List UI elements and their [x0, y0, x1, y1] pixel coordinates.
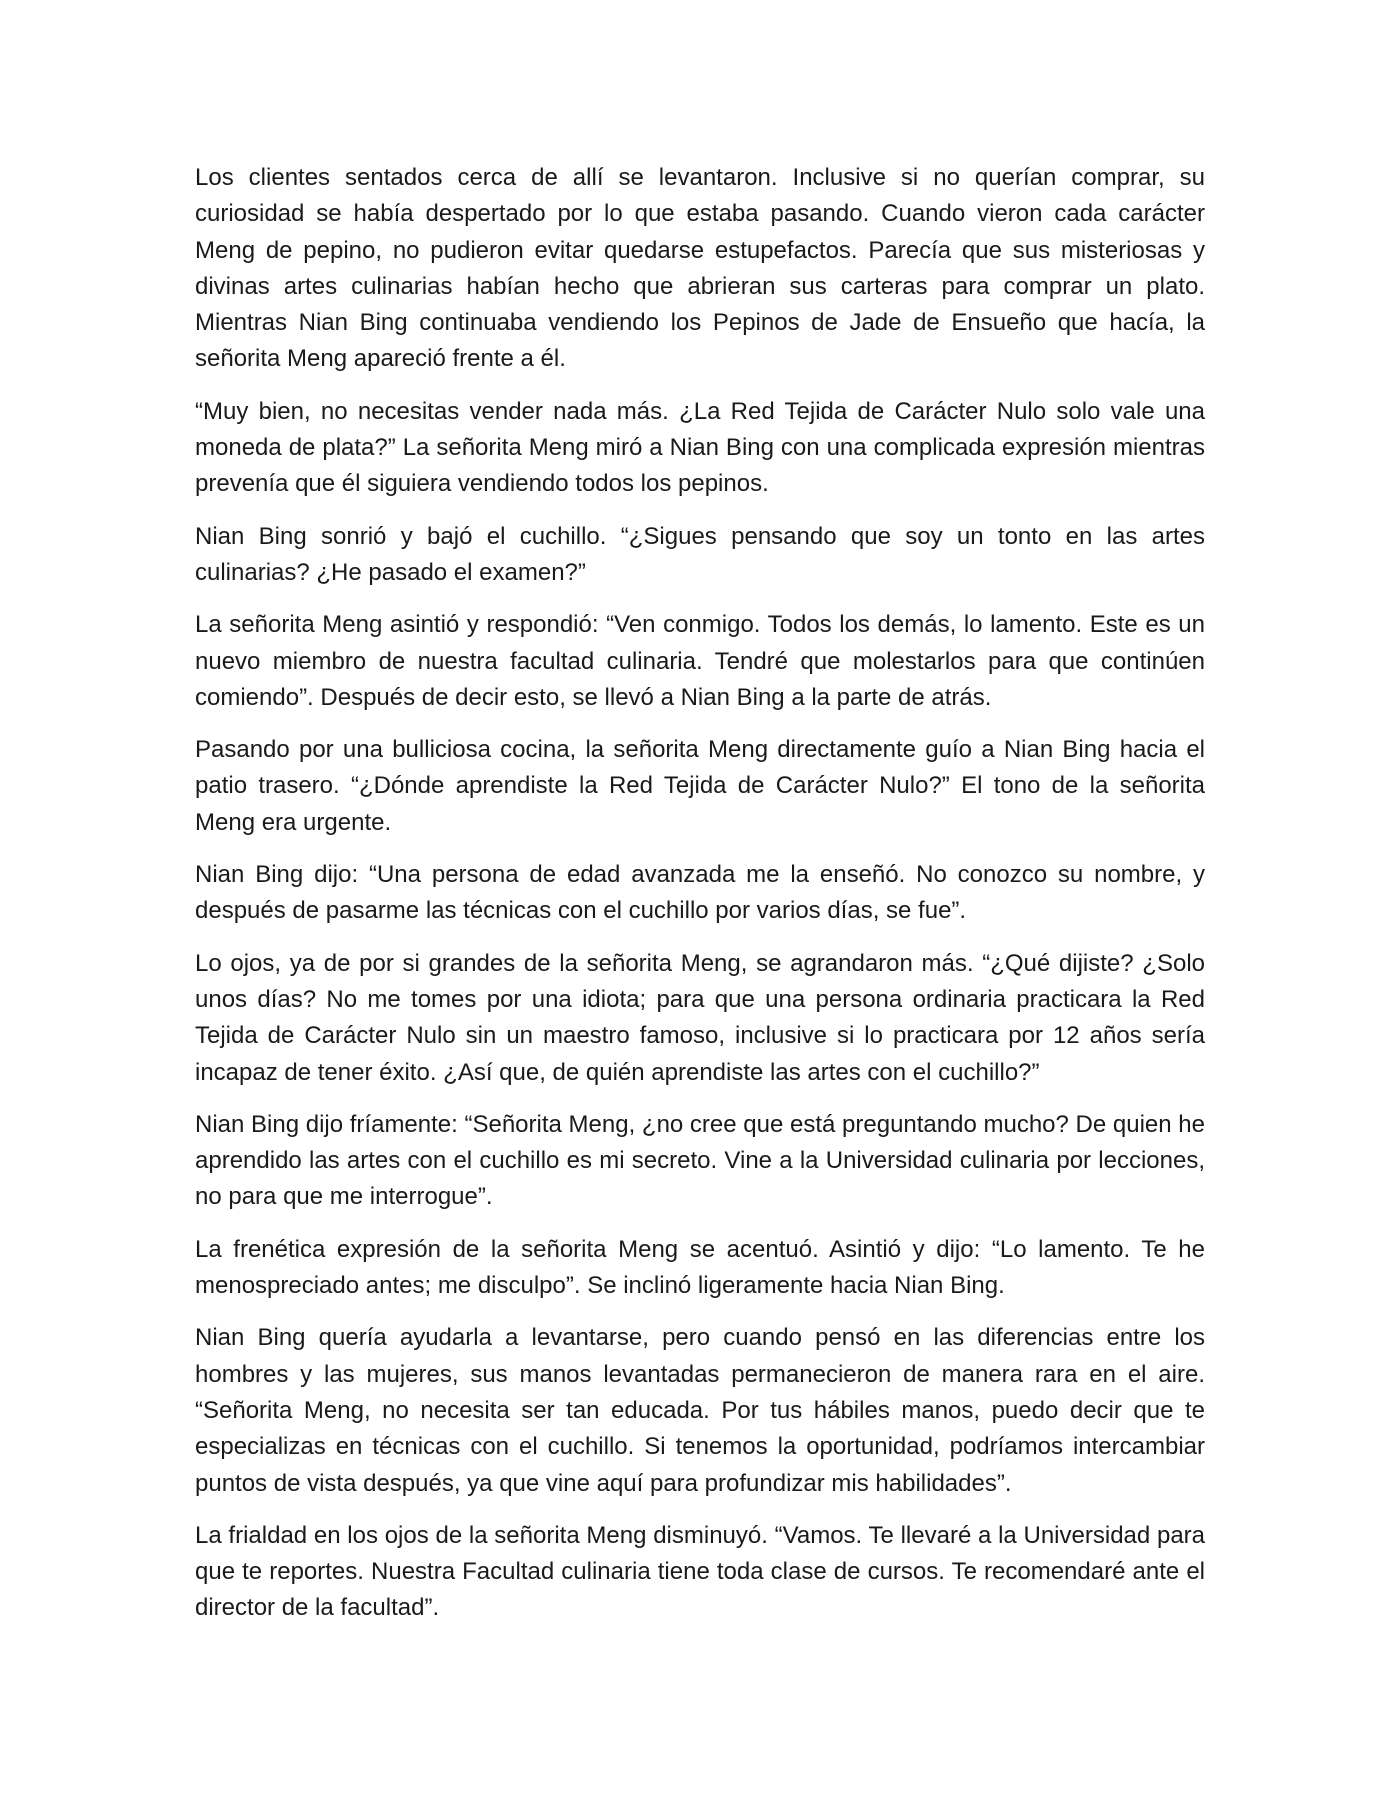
paragraph-7: Lo ojos, ya de por si grandes de la señorita Meng, se agrandaron más. “¿Qué dijiste? ¿Solo unos días? No me tomes por una idiota; para que una persona ordinaria practicara la Red Tejida de Carácter Nulo sin un maestro famoso, inclusive si lo practicara por 12 años sería incapaz de tener éxito. ¿Así que, de quién aprendiste las artes con el cuchillo?” — [195, 949, 1205, 1086]
document-body — [195, 160, 1205, 1643]
paragraph-5: Pasando por una bulliciosa cocina, la señorita Meng directamente guío a Nian Bing hacia el patio trasero. “¿Dónde aprendiste la Red Tejida de Carácter Nulo?” El tono de la señorita Meng era urgente. — [195, 736, 1205, 836]
paragraph-1: Los clientes sentados cerca de allí se levantaron. Inclusive si no querían comprar, su curiosidad se había despertado por lo que estaba pasando. Cuando vieron cada carácter Meng de pepino, no pudieron evitar quedarse estupefactos. Parecía que sus misteriosas y divinas artes culinarias habían hecho que abrieran sus carteras para comprar un plato. Mientras Nian Bing continuaba vendiendo los Pepinos de Jade de Ensueño que hacía, la señorita Meng apareció frente a él. — [195, 164, 1205, 373]
paragraph-9: La frenética expresión de la señorita Meng se acentuó. Asintió y dijo: “Lo lamento. Te he menospreciado antes; me disculpo”. Se inclinó ligeramente hacia Nian Bing. — [195, 1235, 1205, 1300]
paragraph-2: “Muy bien, no necesitas vender nada más. ¿La Red Tejida de Carácter Nulo solo vale una moneda de plata?” La señorita Meng miró a Nian Bing con una complicada expresión mientras prevenía que él siguiera vendiendo todos los pepinos. — [195, 397, 1205, 498]
paragraph-4: La señorita Meng asintió y respondió: “Ven conmigo. Todos los demás, lo lamento. Este es un nuevo miembro de nuestra facultad culinaria. Tendré que molestarlos para que continúen comiendo”. Después de decir esto, se llevó a Nian Bing a la parte de atrás. — [195, 611, 1205, 711]
paragraph-11: La frialdad en los ojos de la señorita Meng disminuyó. “Vamos. Te llevaré a la Universidad para que te reportes. Nuestra Facultad culinaria tiene toda clase de cursos. Te recomendaré ante el director de la facultad”. — [195, 1521, 1205, 1622]
paragraph-8: Nian Bing dijo fríamente: “Señorita Meng, ¿no cree que está preguntando mucho? De quien he aprendido las artes con el cuchillo es mi secreto. Vine a la Universidad culinaria por lecciones, no para que me interrogue”. — [195, 1110, 1205, 1211]
paragraph-10: Nian Bing quería ayudarla a levantarse, pero cuando pensó en las diferencias entre los hombres y las mujeres, sus manos levantadas permanecieron de manera rara en el aire. “Señorita Meng, no necesita ser tan educada. Por tus hábiles manos, puedo decir que te especializas en técnicas con el cuchillo. Si tenemos la oportunidad, podríamos intercambiar puntos de vista después, ya que vine aquí para profundizar mis habilidades”. — [195, 1324, 1205, 1497]
paragraph-3: Nian Bing sonrió y bajó el cuchillo. “¿Sigues pensando que soy un tonto en las artes culinarias? ¿He pasado el examen?” — [195, 522, 1205, 586]
paragraph-6: Nian Bing dijo: “Una persona de edad avanzada me la enseñó. No conozco su nombre, y después de pasarme las técnicas con el cuchillo por varios días, se fue”. — [195, 861, 1205, 925]
